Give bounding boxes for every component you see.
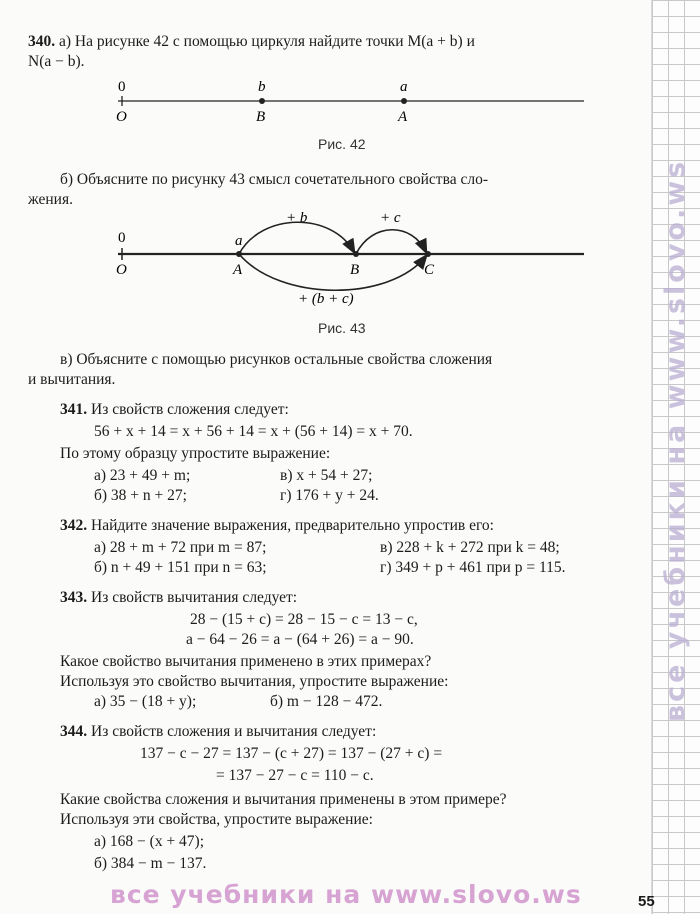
footer-watermark: все учебники на www.slovo.ws <box>110 880 582 909</box>
problem-344-number: 344. <box>60 723 88 740</box>
problem-341-b: б) 38 + n + 27; <box>94 487 187 504</box>
problem-342-intro: 342. Найдите значение выражения, предварительно упростив его: <box>60 517 494 534</box>
fig43-arc-plus-b: + b <box>286 210 308 226</box>
fig42-caption: Рис. 42 <box>318 136 366 152</box>
fig43-caption: Рис. 43 <box>318 320 366 336</box>
fig42-label-b: b <box>258 79 266 95</box>
problem-341-d: г) 176 + y + 24. <box>280 487 379 504</box>
problem-342-a: а) 28 + m + 72 при m = 87; <box>94 539 267 556</box>
fig43-point-O: O <box>116 262 127 278</box>
side-watermark: все учебники на www.slovo.ws <box>660 158 691 722</box>
problem-340-c-line2: и вычитания. <box>28 371 116 388</box>
problem-344-question: Какие свойства сложения и вычитания применены в этом примере? <box>60 791 507 808</box>
fig43-label-a: a <box>235 233 243 249</box>
problem-341-example: 56 + x + 14 = x + 56 + 14 = x + (56 + 14) = x + 70. <box>94 423 413 440</box>
problem-344-task: Используя эти свойства, упростите выражение: <box>60 811 373 828</box>
fig42-zero: 0 <box>118 79 126 95</box>
problem-342-d: г) 349 + p + 461 при p = 115. <box>380 559 566 576</box>
problem-344-example-1: 137 − c − 27 = 137 − (c + 27) = 137 − (27 + c) = <box>140 745 443 762</box>
figure-42 <box>0 72 650 132</box>
problem-344-a: а) 168 − (x + 47); <box>94 833 205 850</box>
problem-340-c-line1: в) Объясните с помощью рисунков остальные свойства сложения <box>60 351 493 368</box>
fig42-label-a: a <box>400 79 408 95</box>
problem-342-number: 342. <box>60 517 88 534</box>
problem-341-intro: 341. Из свойств сложения следует: <box>60 401 289 418</box>
problem-341-c: в) x + 54 + 27; <box>280 467 373 484</box>
problem-343-task: Используя это свойство вычитания, упростите выражение: <box>60 673 449 690</box>
problem-340-number: 340. <box>28 33 56 50</box>
problem-341-a: а) 23 + 49 + m; <box>94 467 191 484</box>
problem-343-a: а) 35 − (18 + y); <box>94 693 197 710</box>
problem-342-c: в) 228 + k + 272 при k = 48; <box>380 539 560 556</box>
fig43-arc-plus-bc: + (b + c) <box>298 291 354 307</box>
problem-344-example-2: = 137 − 27 − c = 110 − c. <box>216 767 374 784</box>
problem-341-task: По этому образцу упростите выражение: <box>60 445 331 462</box>
fig43-zero: 0 <box>118 230 126 246</box>
problem-343-question: Какое свойство вычитания применено в этих примерах? <box>60 653 432 670</box>
fig42-point-O: O <box>116 109 127 125</box>
fig43-point-B: B <box>350 262 360 278</box>
problem-342-b: б) n + 49 + 151 при n = 63; <box>94 559 267 576</box>
problem-340-b-line2: жения. <box>28 191 73 208</box>
page-number: 55 <box>638 893 655 910</box>
problem-343-example-2: a − 64 − 26 = a − (64 + 26) = a − 90. <box>186 631 414 648</box>
fig42-point-A: A <box>398 109 408 125</box>
problem-343-b: б) m − 128 − 472. <box>270 693 383 710</box>
problem-344-b: б) 384 − m − 137. <box>94 855 207 872</box>
problem-340-a-line1: 340. а) На рисунке 42 с помощью циркуля найдите точки M(a + b) и <box>28 33 475 50</box>
figure-43 <box>0 204 650 314</box>
problem-340-a-line2: N(a − b). <box>28 53 85 70</box>
problem-343-example-1: 28 − (15 + c) = 28 − 15 − c = 13 − c, <box>190 611 418 628</box>
problem-344-intro: 344. Из свойств сложения и вычитания следует: <box>60 723 377 740</box>
fig43-point-A: A <box>233 262 243 278</box>
fig42-point-B: B <box>256 109 266 125</box>
fig43-point-C: C <box>424 262 435 278</box>
problem-341-number: 341. <box>60 401 88 418</box>
fig43-arc-plus-c: + c <box>380 210 401 226</box>
problem-343-number: 343. <box>60 589 88 606</box>
problem-343-intro: 343. Из свойств вычитания следует: <box>60 589 298 606</box>
problem-340-b-line1: б) Объясните по рисунку 43 смысл сочетательного свойства сло- <box>60 171 488 188</box>
